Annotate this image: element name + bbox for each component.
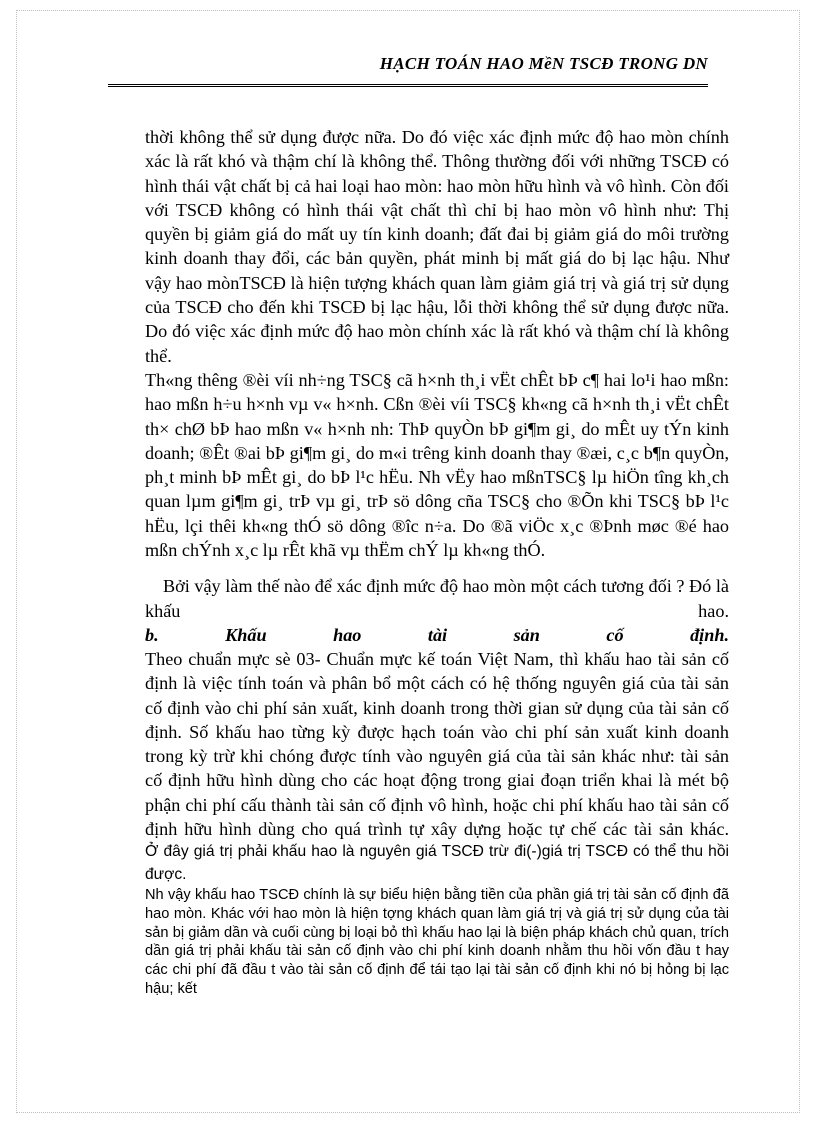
paragraph-text: Bởi vậy làm thế nào để xác định mức độ hao mòn một cách tương đối ? Đó là khấu hao. [145,576,729,621]
paragraph-khau-hao-intro [145,574,729,623]
paragraph-hao-mon-continuation [145,125,729,368]
paragraph-khau-hao-definition [145,886,729,999]
paragraph-text: thời không thể sử dụng được nữa. Do đó việc xác định mức độ hao mòn chính xác là rất khó và thậm chí là không thể. Thông thường đối với những TSCĐ có hình thái vật chất bị cả hai loại hao mòn: hao mòn hữu hình và vô hình. Còn đối với TSCĐ không có hình thái vật chất thì chỉ bị hao mòn vô hình như: Thị quyền bị giảm giá do mất uy tín kinh doanh; đất đai bị giảm giá do môi trường kinh doanh thay đổi, các bản quyền, phát minh bị mất giá do bị lạc hậu. Như vậy hao mònTSCĐ là hiện tượng khách quan làm giảm giá trị và giá trị sử dụng của TSCĐ cho đến khi TSCĐ bị lạc hậu, lỗi thời không thể sử dụng được nữa. Do đó việc xác định mức độ hao mòn chính xác là rất khó và thậm chí là không thể. [145,127,729,366]
paragraph-text: Nh vậy khấu hao TSCĐ chính là sự biểu hiện bằng tiền của phần giá trị tài sản cố định đã hao mòn. Khác với hao mòn là hiện tợng khách quan làm giá trị và giá trị sử dụng của tài sản bị giảm dần và cuối cùng bị loại bỏ thì khấu hao lại là biện pháp khách chủ quan, trích dần giá trị phải khấu tài sản cố định vào chi phí kinh doanh nhằm thu hồi vốn đầu t hay các chi phí đã đầu t vào tài sản cố định để tái tạo lại tài sản cố định khi nó bị hỏng bị lạc hậu; kết [145,886,729,997]
paragraph-text: Th«ng thêng ®èi víi nh÷ng TSC§ cã h×nh th¸i vËt chÊt bÞ c¶ hai lo¹i hao mßn: hao mßn h÷u h×nh vµ v« h×nh. Cßn ®èi víi TSC§ kh«ng cã h×nh th¸i vËt chÊt th× chØ bÞ hao mßn v« h×nh nh: ThÞ quyÒn bÞ gi¶m gi¸ do mÊt uy tÝn kinh doanh; ®Êt ®ai bÞ gi¶m gi¸ do m«i trêng kinh doanh thay ®æi, c¸c b¶n quyÒn, ph¸t minh bÞ mÊt gi¸ do bÞ l¹c hËu. Nh vËy hao mßnTSC§ lµ hiÖn tîng kh¸ch quan lµm gi¶m gi¸ trÞ vµ gi¸ trÞ sö dông cña TSC§ cho ®Õn khi TSC§ bÞ l¹c hËu, lçi thêi kh«ng thÓ sö dông ®îc n÷a. Do ®ã viÖc x¸c ®Þnh møc ®é hao mßn chÝnh x¸c lµ rÊt khã vµ thËm chÝ lµ kh«ng thÓ. [145,369,729,561]
header-double-rule [108,84,708,87]
running-header-title: HẠCH TOÁN HAO MềN TSCĐ TRONG DN [379,54,708,73]
paragraph-gap [145,562,729,574]
paragraph-chuan-muc [145,647,729,841]
paragraph-text: Ở đây giá trị phải khấu hao là nguyên giá TSCĐ trừ đi(-)giá trị TSCĐ có thể thu hồi được. [145,843,729,883]
section-heading-khau-hao: b. Khấu hao tài sản cố định. [145,624,729,645]
paragraph-gia-tri-phai-khau-hao [145,841,729,886]
document-body [145,125,729,999]
paragraph-legacy-encoded [145,368,729,562]
paragraph-text: Theo chuẩn mực sè 03- Chuẩn mực kế toán Việt Nam, thì khấu hao tài sản cố định là việc tính toán và phân bổ một cách có hệ thống nguyên giá của tài sản cố định vào chi phí sản xuất, kinh doanh trong thời gian sử dụng của tài sản cố định. Số khấu hao từng kỳ được hạch toán vào chi phí sản xuất kinh doanh trong kỳ trừ khi chóng được tính vào nguyên giá của tài sản khác như: tài sản cố định hữu hình dùng cho các hoạt động trong giai đoạn triển khai là mét bộ phận chi phí cấu thành tài sản cố định vô hình, hoặc chi phí khấu hao tài sản cố định hữu hình dùng cho quá trình tự xây dựng hoặc tự chế các tài sản khác. [145,648,729,840]
